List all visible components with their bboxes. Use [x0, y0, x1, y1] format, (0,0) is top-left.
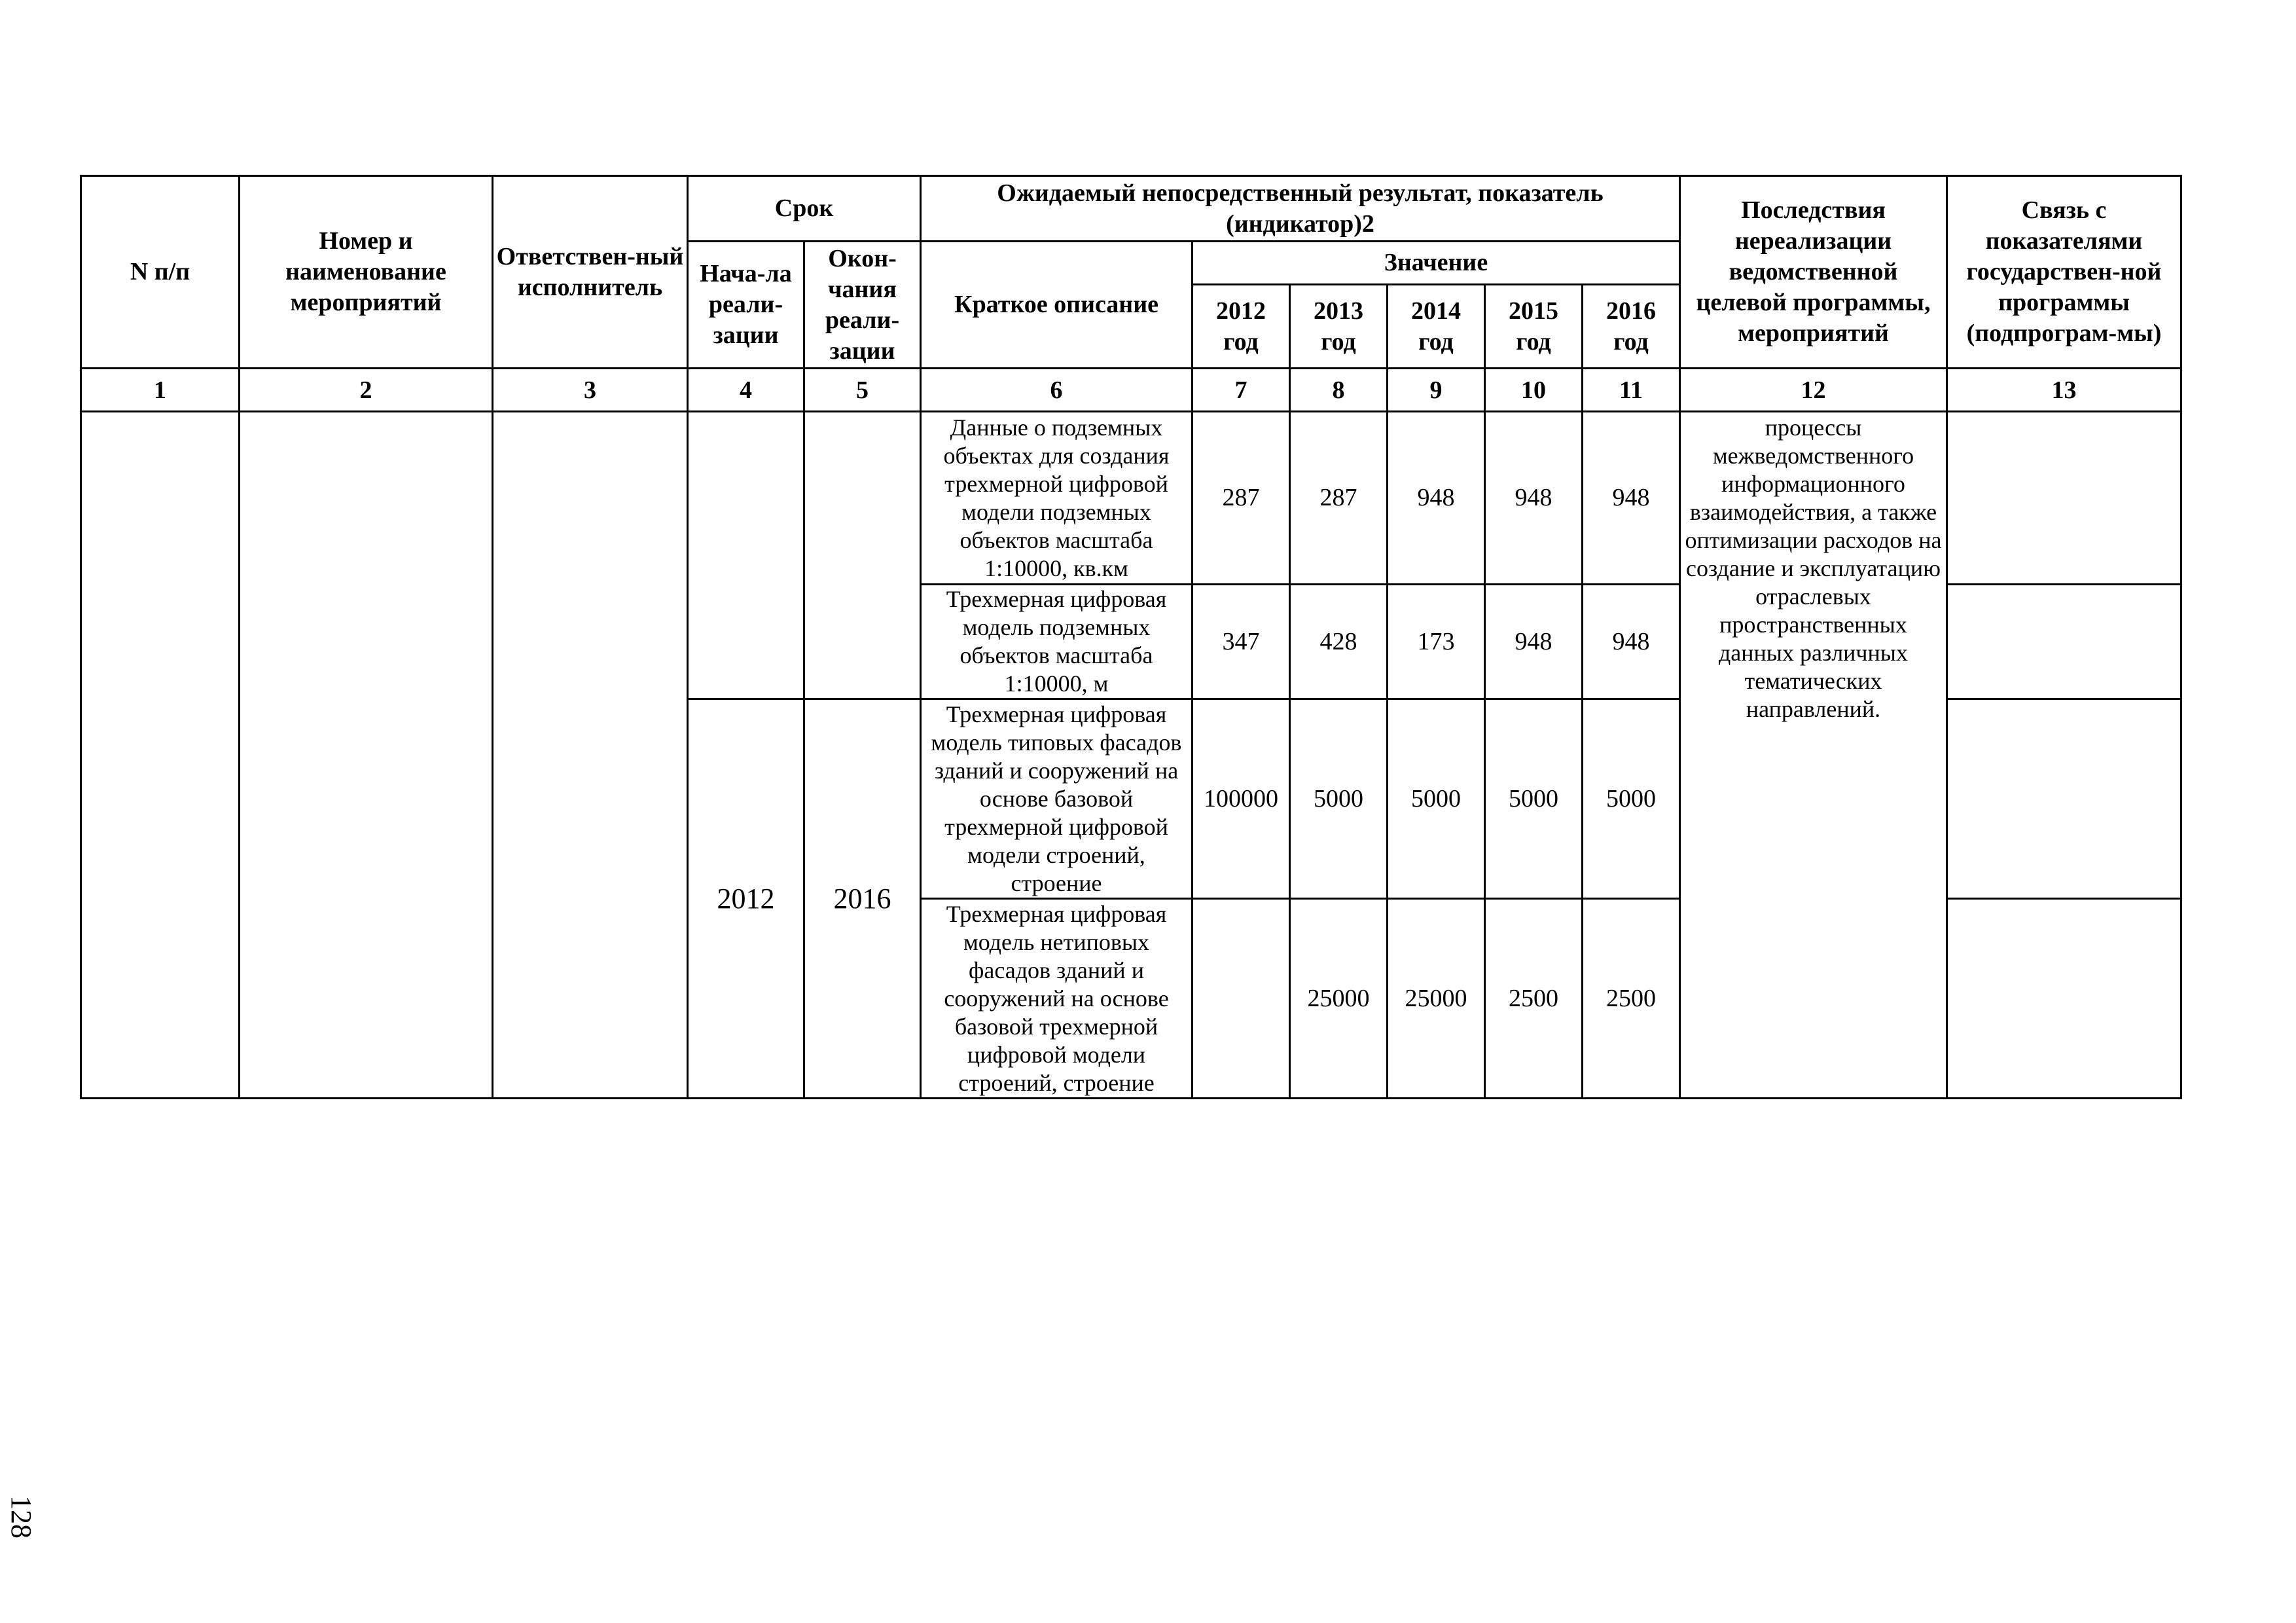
- header-consequences: Последствия нереализации ведомственной целевой программы, мероприятий: [1680, 176, 1947, 369]
- header-start: Нача-ла реали-зации: [688, 242, 804, 369]
- cell-name: [240, 412, 493, 1099]
- row-value-2016: 948: [1583, 585, 1680, 699]
- col-num-1: 1: [81, 369, 240, 412]
- row-value-2012: 347: [1193, 585, 1290, 699]
- col-num-3: 3: [493, 369, 688, 412]
- cell-responsible: [493, 412, 688, 1099]
- row-value-2015: 2500: [1485, 899, 1583, 1099]
- header-program-link: Связь с показателями государствен-ной программы (подпрограм-мы): [1947, 176, 2181, 369]
- row-value-2015: 948: [1485, 585, 1583, 699]
- header-year-2013: 2013 год: [1290, 285, 1388, 369]
- link-cell: [1947, 899, 2181, 1099]
- col-num-11: 11: [1583, 369, 1680, 412]
- col-num-8: 8: [1290, 369, 1388, 412]
- end-year: 2016: [804, 699, 921, 1099]
- row-value-2014: 5000: [1388, 699, 1485, 899]
- row-value-2014: 25000: [1388, 899, 1485, 1099]
- col-num-2: 2: [240, 369, 493, 412]
- header-year-2016: 2016 год: [1583, 285, 1680, 369]
- cell-start-upper: [688, 412, 804, 699]
- header-value: Значение: [1193, 242, 1680, 285]
- consequences-cell: процессы межведомственного информационного взаимодействия, а также оптимизации расходов на создание и эксплуатацию отраслевых пространственных данных различных тематических направлений.: [1680, 412, 1947, 1099]
- row-value-2015: 5000: [1485, 699, 1583, 899]
- row-description: Трехмерная цифровая модель нетиповых фасадов зданий и сооружений на основе базовой трехмерной цифровой модели строений, строение: [921, 899, 1193, 1099]
- cell-num: [81, 412, 240, 1099]
- header-responsible: Ответствен-ный исполнитель: [493, 176, 688, 369]
- row-description: Трехмерная цифровая модель типовых фасадов зданий и сооружений на основе базовой трехмерной цифровой модели строений, строение: [921, 699, 1193, 899]
- col-num-6: 6: [921, 369, 1193, 412]
- col-num-4: 4: [688, 369, 804, 412]
- row-value-2015: 948: [1485, 412, 1583, 585]
- row-value-2012: 100000: [1193, 699, 1290, 899]
- header-num: N п/п: [81, 176, 240, 369]
- row-value-2013: 25000: [1290, 899, 1388, 1099]
- row-value-2014: 948: [1388, 412, 1485, 585]
- row-value-2012: 287: [1193, 412, 1290, 585]
- header-name: Номер и наименование мероприятий: [240, 176, 493, 369]
- header-term: Срок: [688, 176, 921, 242]
- col-num-9: 9: [1388, 369, 1485, 412]
- start-year: 2012: [688, 699, 804, 1099]
- link-cell: [1947, 412, 2181, 585]
- header-description: Краткое описание: [921, 242, 1193, 369]
- header-expected-result: Ожидаемый непосредственный результат, показатель (индикатор)2: [921, 176, 1680, 242]
- col-num-5: 5: [804, 369, 921, 412]
- col-num-10: 10: [1485, 369, 1583, 412]
- header-year-2012: 2012 год: [1193, 285, 1290, 369]
- link-cell: [1947, 585, 2181, 699]
- col-num-12: 12: [1680, 369, 1947, 412]
- row-description: Трехмерная цифровая модель подземных объектов масштаба 1:10000, м: [921, 585, 1193, 699]
- row-value-2016: 2500: [1583, 899, 1680, 1099]
- row-value-2016: 948: [1583, 412, 1680, 585]
- cell-end-upper: [804, 412, 921, 699]
- row-description: Данные о подземных объектах для создания трехмерной цифровой модели подземных объектов масштаба 1:10000, кв.км: [921, 412, 1193, 585]
- col-num-7: 7: [1193, 369, 1290, 412]
- col-num-13: 13: [1947, 369, 2181, 412]
- header-end: Окон-чания реали-зации: [804, 242, 921, 369]
- row-value-2013: 5000: [1290, 699, 1388, 899]
- table-row: [81, 412, 2181, 585]
- header-year-2014: 2014 год: [1388, 285, 1485, 369]
- header-year-2015: 2015 год: [1485, 285, 1583, 369]
- row-value-2013: 428: [1290, 585, 1388, 699]
- link-cell: [1947, 699, 2181, 899]
- row-value-2012: [1193, 899, 1290, 1099]
- row-value-2014: 173: [1388, 585, 1485, 699]
- row-value-2016: 5000: [1583, 699, 1680, 899]
- page-number: 128: [5, 1495, 37, 1539]
- program-table: [80, 175, 2182, 1099]
- row-value-2013: 287: [1290, 412, 1388, 585]
